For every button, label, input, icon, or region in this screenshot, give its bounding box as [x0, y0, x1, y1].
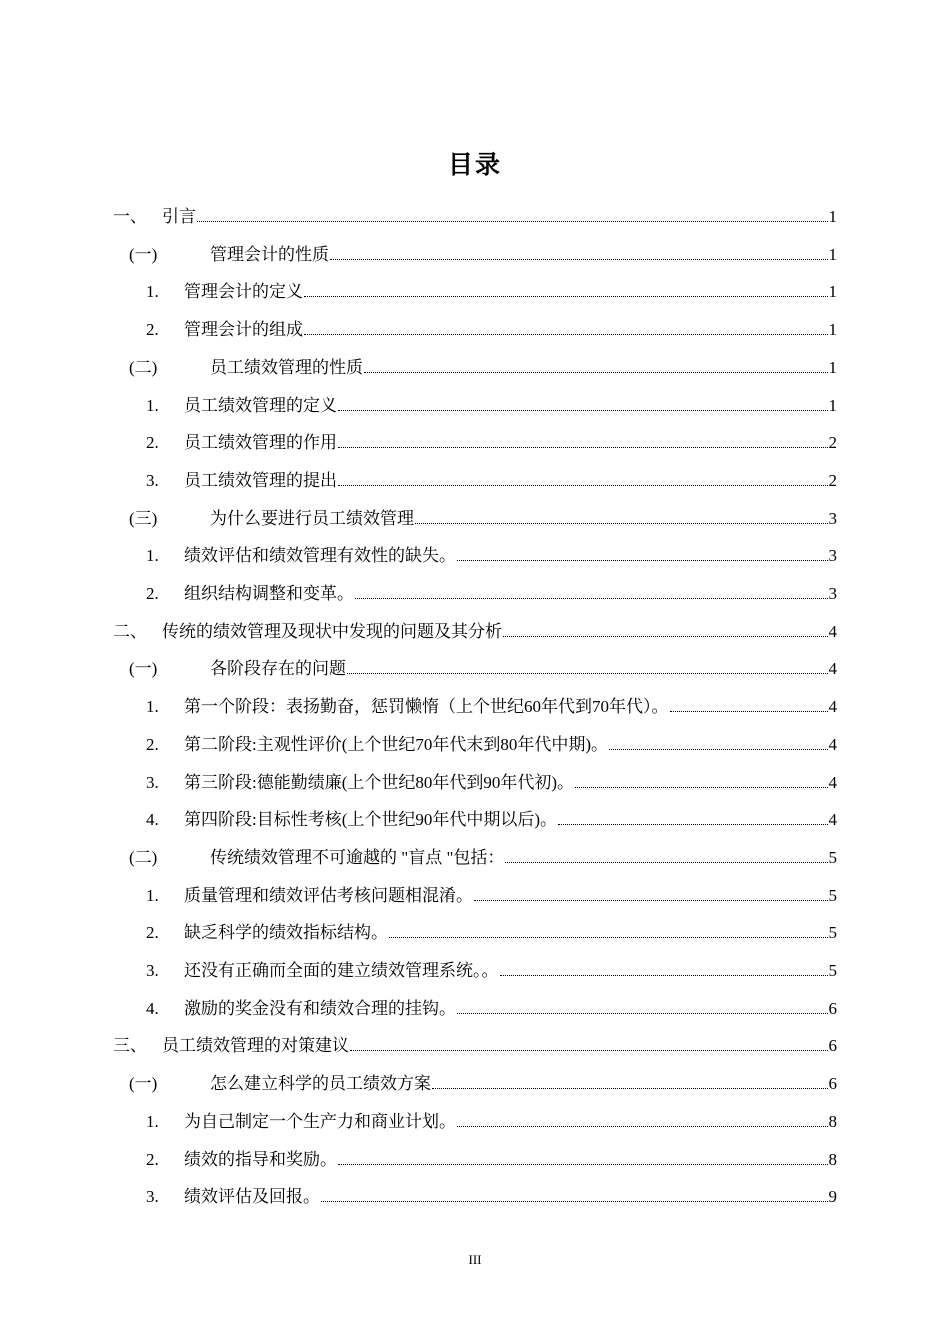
dot-leader: [321, 1201, 828, 1202]
toc-entry-line: [184, 273, 837, 311]
toc-entry-title: 管理会计的定义: [184, 282, 303, 302]
toc-entry-number: 二、: [113, 621, 147, 641]
toc-entry-line: [184, 311, 837, 349]
dot-leader: [338, 485, 828, 486]
toc-entry-number: 1.: [146, 1111, 159, 1131]
toc-entry-number: 三、: [113, 1036, 147, 1056]
toc-entry-title: 为自己制定一个生产力和商业计划。: [184, 1111, 456, 1131]
toc-entry-title: 管理会计的组成: [184, 320, 303, 340]
toc-entry-page: 3: [828, 546, 837, 566]
toc-entry-number: 1.: [146, 697, 159, 717]
dot-leader: [338, 447, 828, 448]
dot-leader: [197, 221, 828, 222]
dot-leader: [338, 1164, 828, 1165]
toc-entry-page: 1: [828, 320, 837, 340]
toc-entry-title: 员工绩效管理的性质: [210, 357, 363, 377]
toc-entry-page: 9: [828, 1187, 837, 1207]
dot-leader: [347, 673, 828, 674]
toc-entry[interactable]: [0, 952, 950, 990]
toc-entry-page: 3: [828, 508, 837, 528]
toc-entry-number: (三): [129, 508, 158, 528]
toc-entry-number: 一、: [113, 207, 147, 226]
toc-entry-number: (一): [129, 1074, 158, 1094]
toc-entry-number: 2.: [146, 433, 159, 453]
toc-entry[interactable]: [0, 1178, 950, 1216]
dot-leader: [415, 523, 828, 524]
toc-entry-title: 为什么要进行员工绩效管理: [210, 508, 414, 528]
toc-entry[interactable]: [0, 349, 950, 387]
toc-entry-line: [184, 952, 837, 990]
dot-leader: [304, 334, 828, 335]
toc-entry-line: [210, 500, 837, 538]
toc-entry-title: 传统的绩效管理及现状中发现的问题及其分析: [162, 621, 502, 641]
dot-leader: [457, 1013, 828, 1014]
toc-entry-number: 3.: [146, 470, 159, 490]
toc-entry-number: 2.: [146, 734, 159, 754]
toc-entry[interactable]: [0, 462, 950, 500]
toc-entry-page: 4: [828, 772, 837, 792]
toc-entry[interactable]: [0, 537, 950, 575]
toc-entry-number: 3.: [146, 772, 159, 792]
toc-entry-title: 第一个阶段：表扬勤奋，惩罚懒惰（上个世纪60年代到70年代）。: [184, 697, 669, 717]
dot-leader: [389, 937, 828, 938]
toc-entry-page: 5: [828, 847, 837, 867]
toc-entry-page: 1: [828, 207, 837, 226]
toc-entry-title: 激励的奖金没有和绩效合理的挂钩。: [184, 998, 456, 1018]
toc-title: 目录: [447, 150, 502, 179]
toc-entry[interactable]: [0, 613, 950, 651]
toc-entry-line: [184, 688, 837, 726]
page-number: III: [468, 1252, 482, 1267]
toc-entry-number: 4.: [146, 810, 159, 830]
toc-entry[interactable]: [0, 575, 950, 613]
toc-entry-line: [162, 613, 837, 651]
toc-entry-line: [184, 537, 837, 575]
toc-entry-number: 1.: [146, 546, 159, 566]
toc-entry-number: 2.: [146, 584, 159, 603]
toc-entry[interactable]: [0, 839, 950, 877]
toc-entry-page: 4: [828, 659, 837, 679]
toc-entry[interactable]: [0, 1141, 950, 1179]
toc-entry[interactable]: [0, 726, 950, 764]
dot-leader: [609, 749, 827, 750]
toc-entry-line: [184, 462, 837, 500]
toc-entry-page: 6: [828, 1036, 837, 1056]
dot-leader: [304, 296, 828, 297]
dot-leader: [457, 1126, 828, 1127]
toc-entry[interactable]: [0, 500, 950, 538]
toc-entry-title: 第三阶段:德能勤绩廉(上个世纪80年代到90年代初)。: [184, 772, 575, 792]
toc-entry-line: [210, 349, 837, 387]
toc-entry-line: [210, 1065, 837, 1103]
toc-entry-line: [184, 764, 837, 802]
toc-entry-number: 1.: [146, 395, 159, 415]
dot-leader: [500, 975, 828, 976]
toc-entry-number: 1.: [146, 282, 159, 302]
toc-entry-page: 5: [828, 885, 837, 905]
dot-leader: [503, 636, 828, 637]
toc-entry[interactable]: [0, 311, 950, 349]
toc-entry-line: [184, 914, 837, 952]
toc-entry-page: 5: [828, 923, 837, 943]
toc-entry-line: [184, 1178, 837, 1216]
toc-entry-page: 3: [828, 584, 837, 603]
toc-entry[interactable]: [0, 1065, 950, 1103]
toc-entry-title: 员工绩效管理的定义: [184, 395, 337, 415]
toc-entry-title: 各阶段存在的问题: [210, 659, 346, 679]
toc-entry-line: [184, 877, 837, 915]
toc-entry-title: 第四阶段:目标性考核(上个世纪90年代中期以后)。: [184, 810, 558, 830]
toc-entry[interactable]: [0, 764, 950, 802]
toc-entry[interactable]: [0, 990, 950, 1028]
toc-entry[interactable]: [0, 650, 950, 688]
dot-leader: [670, 711, 828, 712]
toc-entry-title: 还没有正确而全面的建立绩效管理系统。。: [184, 961, 499, 980]
toc-entry[interactable]: [0, 914, 950, 952]
toc-entry-title: 组织结构调整和变革。: [184, 584, 354, 603]
dot-leader: [338, 410, 828, 411]
dot-leader: [364, 372, 828, 373]
toc-entry-number: 3.: [146, 961, 159, 980]
toc-entry-number: 2.: [146, 1149, 159, 1169]
toc-entry-title: 怎么建立科学的员工绩效方案: [210, 1074, 431, 1094]
toc-entry-page: 4: [828, 734, 837, 754]
dot-leader: [575, 787, 827, 788]
toc-entry-page: 4: [828, 697, 837, 717]
dot-leader: [355, 598, 828, 599]
toc-entry-page: 6: [828, 1074, 837, 1094]
toc-entry-page: 1: [828, 244, 837, 264]
dot-leader: [558, 824, 827, 825]
toc-entry-line: [184, 990, 837, 1028]
toc-entry[interactable]: [0, 424, 950, 462]
toc-entry-title: 管理会计的性质: [210, 244, 329, 264]
toc-entry[interactable]: [0, 273, 950, 311]
toc-entry-number: 2.: [146, 320, 159, 340]
toc-entry-page: 6: [828, 998, 837, 1018]
toc-entry-line: [210, 650, 837, 688]
toc-entry-title: 缺乏科学的绩效指标结构。: [184, 923, 388, 943]
toc-entry[interactable]: [0, 801, 950, 839]
toc-entry[interactable]: [0, 1103, 950, 1141]
toc-entry-number: (二): [129, 357, 158, 377]
toc-entry-page: 1: [828, 282, 837, 302]
toc-entry-line: [184, 1103, 837, 1141]
toc-entry-page: 8: [828, 1149, 837, 1169]
toc-entry-page: 4: [828, 810, 837, 830]
toc-entry-title: 绩效评估及回报。: [184, 1187, 320, 1207]
toc-entry-line: [184, 1141, 837, 1179]
toc-entry-line: [162, 198, 837, 236]
toc-entry[interactable]: [0, 877, 950, 915]
toc-entry-line: [184, 801, 837, 839]
toc-entry-line: [184, 575, 837, 613]
toc-entry[interactable]: [0, 198, 950, 236]
toc-entry-title: 传统绩效管理不可逾越的 "盲点 "包括：: [210, 847, 505, 867]
toc-entry-title: 绩效的指导和奖励。: [184, 1149, 337, 1169]
toc-entry-number: (二): [129, 847, 158, 867]
dot-leader: [350, 1050, 828, 1051]
toc-entry-page: 8: [828, 1111, 837, 1131]
toc-entry-page: 4: [828, 621, 837, 641]
toc-entry-title: 员工绩效管理的作用: [184, 433, 337, 453]
toc-entry-line: [210, 236, 837, 274]
dot-leader: [457, 560, 828, 561]
toc-entry-title: 员工绩效管理的提出: [184, 470, 337, 490]
toc-entry-line: [162, 1027, 837, 1065]
toc-entry-page: 1: [828, 395, 837, 415]
toc-entry-title: 引言: [162, 207, 196, 226]
toc-entry-number: 4.: [146, 998, 159, 1018]
toc-entry-line: [184, 387, 837, 425]
toc-entry-line: [210, 839, 837, 877]
toc-entry-title: 绩效评估和绩效管理有效性的缺失。: [184, 546, 456, 566]
toc-entry-page: 1: [828, 357, 837, 377]
toc-entry-number: (一): [129, 244, 158, 264]
dot-leader: [432, 1088, 828, 1089]
toc-entry[interactable]: [0, 1027, 950, 1065]
dot-leader: [474, 900, 828, 901]
toc-entry-number: 1.: [146, 885, 159, 905]
toc-entry-line: [184, 726, 837, 764]
toc-entry-title: 第二阶段:主观性评价(上个世纪70年代末到80年代中期)。: [184, 734, 609, 754]
toc-entry-page: 5: [828, 961, 837, 980]
toc-entry-line: [184, 424, 837, 462]
toc-entry-number: (一): [129, 659, 158, 679]
toc-entry[interactable]: [0, 387, 950, 425]
dot-leader: [330, 259, 828, 260]
toc-entry-title: 质量管理和绩效评估考核问题相混淆。: [184, 885, 473, 905]
toc-entry-page: 2: [828, 470, 837, 490]
dot-leader: [505, 862, 827, 863]
toc-entry[interactable]: [0, 236, 950, 274]
toc-entry-page: 2: [828, 433, 837, 453]
toc-entry[interactable]: [0, 688, 950, 726]
toc-entry-number: 2.: [146, 923, 159, 943]
toc-entry-title: 员工绩效管理的对策建议: [162, 1036, 349, 1056]
toc-entry-number: 3.: [146, 1187, 159, 1207]
